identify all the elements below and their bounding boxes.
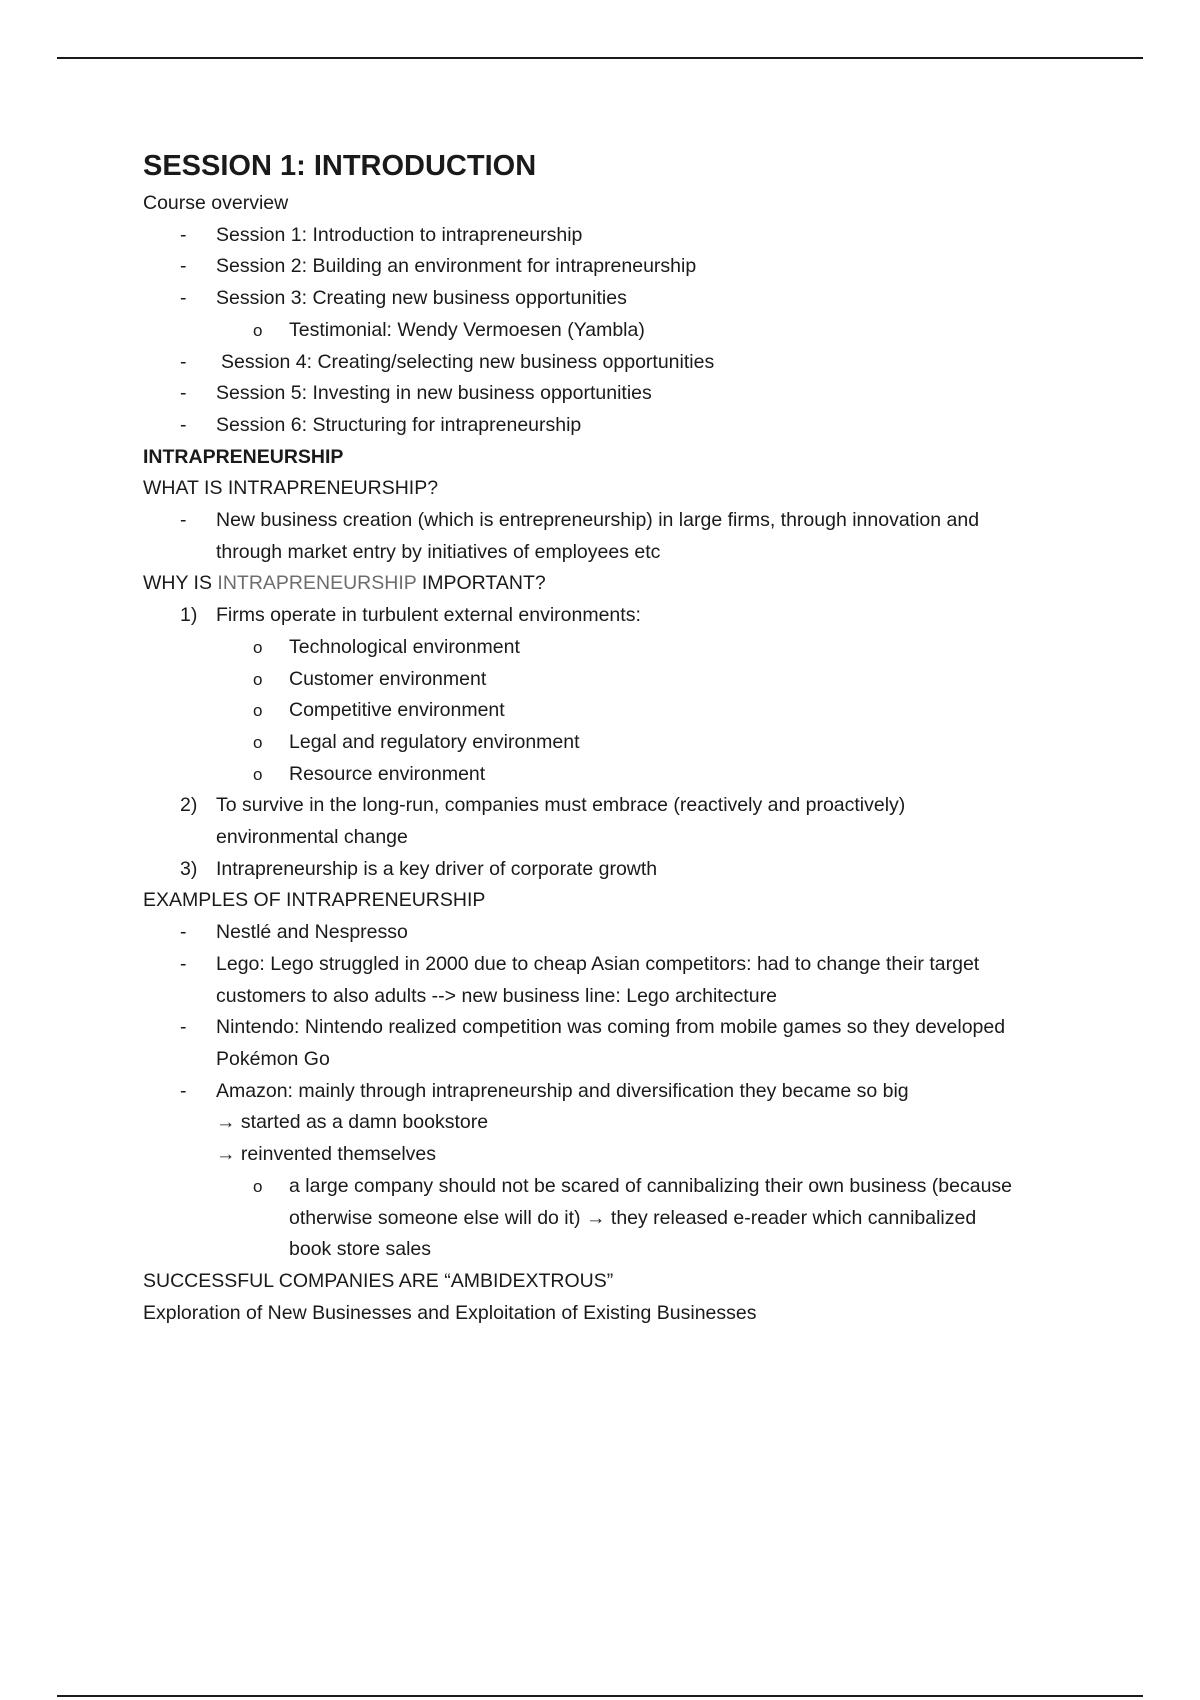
list-item-continuation: otherwise someone else will do it) → they released e-reader which cannibalized: [289, 1206, 977, 1229]
numbered-item: 3) Intrapreneurship is a key driver of corporate growth: [180, 857, 658, 880]
sub-list-item: o Technological environment: [253, 635, 520, 658]
list-item: - Session 5: Investing in new business opportunities: [180, 382, 652, 405]
numbered-item: 2) To survive in the long-run, companies must embrace (reactively and proactively): [180, 794, 906, 817]
list-item: - Session 6: Structuring for intrapreneurship: [180, 413, 582, 436]
bottom-rule: [57, 1695, 1143, 1697]
list-item: - Session 3: Creating new business opportunities: [180, 287, 627, 310]
list-item: - Nintendo: Nintendo realized competition was coming from mobile games so they developed: [180, 1016, 1006, 1039]
paragraph: Exploration of New Businesses and Exploitation of Existing Businesses: [143, 1301, 757, 1324]
list-item-continuation: environmental change: [216, 826, 408, 849]
sub-list-item: o Competitive environment: [253, 699, 505, 722]
list-item: - Nestlé and Nespresso: [180, 921, 408, 944]
list-item-continuation: customers to also adults --> new business line: Lego architecture: [216, 984, 777, 1007]
list-item-continuation: through market entry by initiatives of employees etc: [216, 540, 661, 563]
list-item: - Session 2: Building an environment for intrapreneurship: [180, 255, 697, 278]
top-rule: [57, 57, 1143, 59]
arrow-icon: →: [216, 1111, 236, 1134]
course-overview-label: Course overview: [143, 192, 289, 214]
arrow-line: → reinvented themselves: [216, 1143, 437, 1166]
list-item: - New business creation (which is entrepreneurship) in large firms, through innovation and: [180, 509, 980, 532]
section-heading: INTRAPRENEURSHIP: [143, 445, 344, 468]
subsection-heading: WHY IS INTRAPRENEURSHIP IMPORTANT?: [143, 572, 546, 595]
subsection-heading: EXAMPLES OF INTRAPRENEURSHIP: [143, 889, 486, 912]
subsection-heading: SUCCESSFUL COMPANIES ARE “AMBIDEXTROUS”: [143, 1269, 614, 1292]
arrow-line: → started as a damn bookstore: [216, 1111, 489, 1134]
list-item-continuation: book store sales: [289, 1238, 431, 1261]
list-item: - Lego: Lego struggled in 2000 due to cheap Asian competitors: had to change their target: [180, 952, 980, 975]
list-item: - Amazon: mainly through intrapreneurship and diversification they became so big: [180, 1079, 909, 1102]
sub-list-item: o Testimonial: Wendy Vermoesen (Yambla): [253, 318, 645, 341]
subsection-heading: WHAT IS INTRAPRENEURSHIP?: [143, 477, 439, 500]
numbered-item: 1) Firms operate in turbulent external environments:: [180, 604, 641, 627]
list-item-continuation: Pokémon Go: [216, 1047, 330, 1070]
page-title: SESSION 1: INTRODUCTION: [143, 150, 537, 182]
sub-list-item: o Legal and regulatory environment: [253, 730, 580, 753]
sub-list-item: o Customer environment: [253, 667, 487, 690]
sub-list-item: o a large company should not be scared of cannibalizing their own business (because: [253, 1174, 1013, 1197]
document-page: [143, 146, 1073, 1329]
sub-list-item: o Resource environment: [253, 762, 486, 785]
arrow-icon: →: [585, 1206, 606, 1229]
list-item: - Session 1: Introduction to intrapreneurship: [180, 223, 583, 246]
arrow-icon: →: [216, 1143, 236, 1166]
list-item: - Session 4: Creating/selecting new business opportunities: [180, 350, 715, 373]
